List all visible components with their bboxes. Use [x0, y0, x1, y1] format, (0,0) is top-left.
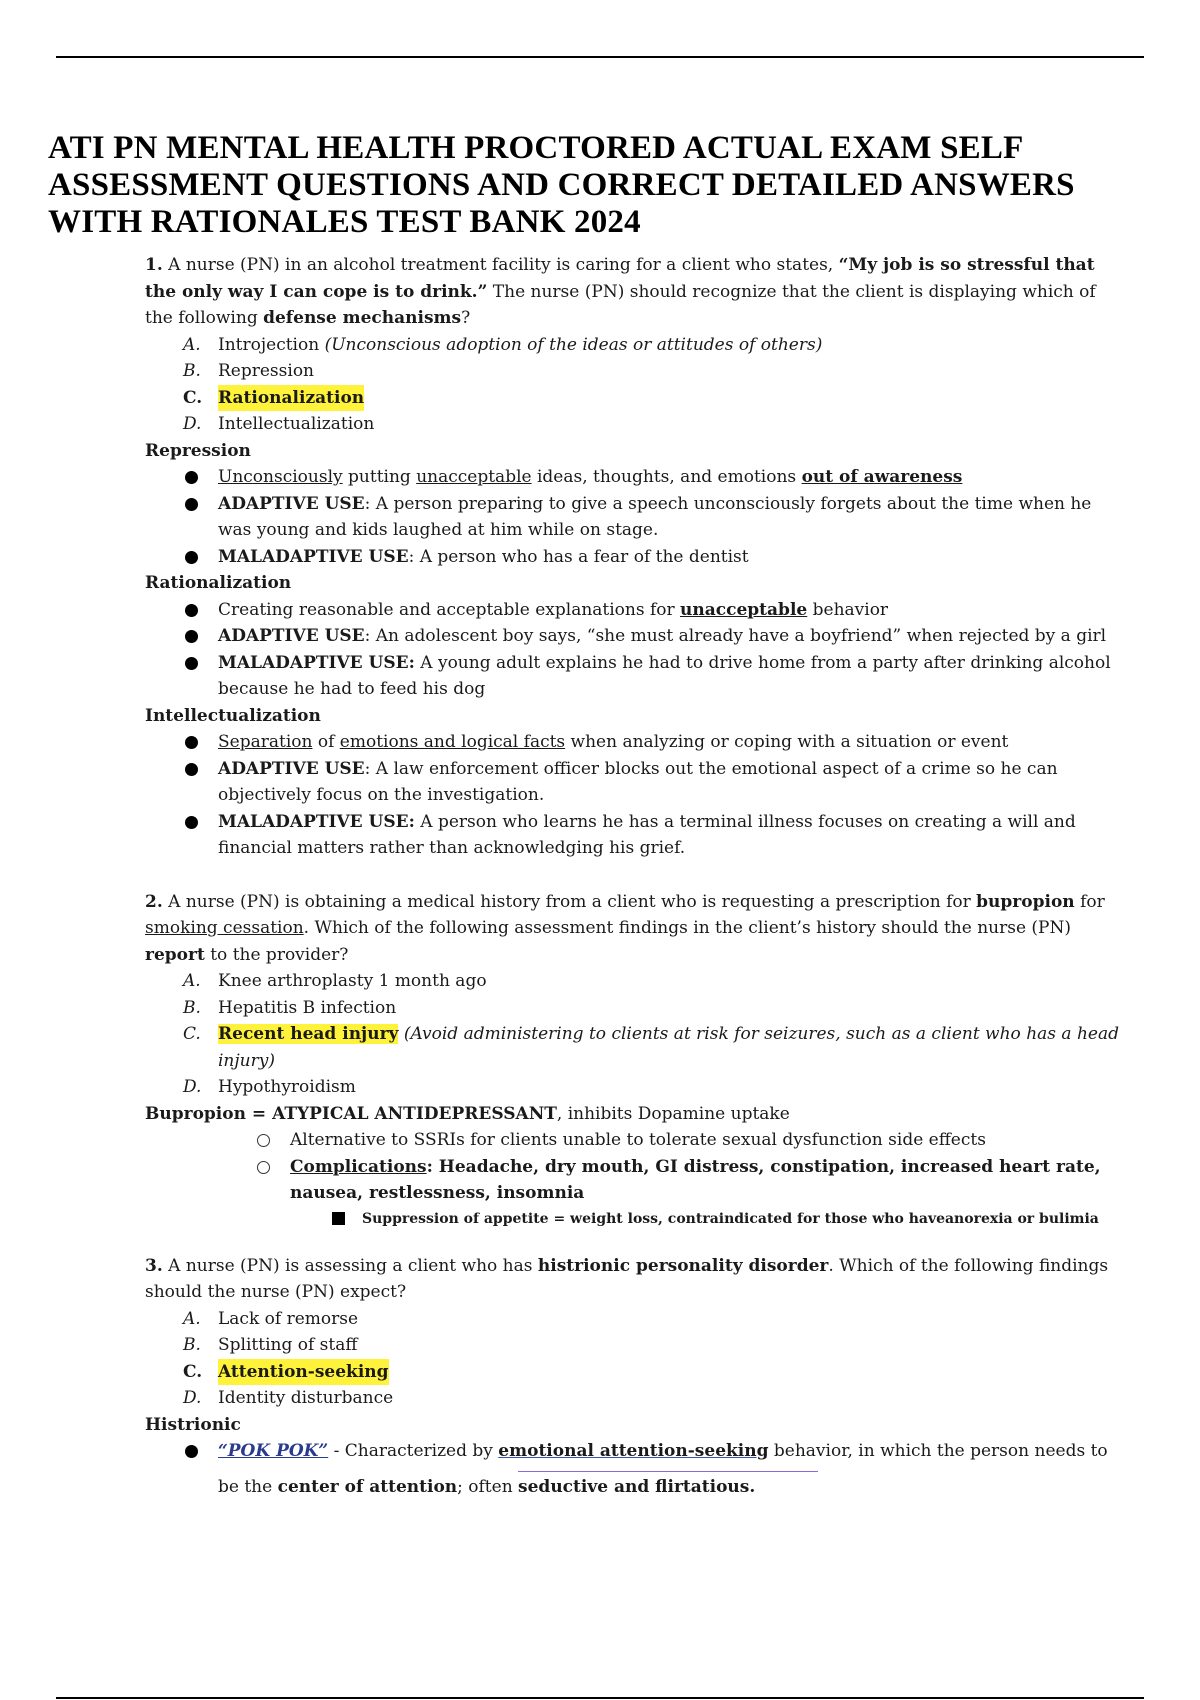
bullet: Separation of emotions and logical facts when analyzing or coping with a situation or event: [145, 729, 1125, 756]
circle-bullet-icon: [255, 1154, 290, 1207]
q3-option-b: B. Splitting of staff: [183, 1335, 358, 1355]
q1-option-c-correct: C. Rationalization: [145, 385, 1125, 412]
bullet-icon: [183, 650, 218, 703]
circle-bullet-icon: [255, 1127, 290, 1154]
q1-option-d: D. Intellectualization: [183, 414, 375, 434]
bullet-icon: [183, 464, 218, 491]
question-3-stem: 3. A nurse (PN) is assessing a client who has histrionic personality disorder. Which of the following findings should the nurse (PN) expect?: [145, 1255, 1109, 1302]
bullet-icon: [183, 1438, 218, 1500]
q3-option-c-correct: C. Attention-seeking: [145, 1359, 1125, 1386]
q2-option-b: B. Hepatitis B infection: [183, 997, 397, 1018]
square-bullet-icon: [330, 1207, 362, 1231]
section-heading-histrionic: Histrionic: [145, 1414, 241, 1435]
bullet-icon: [183, 597, 218, 624]
bullet-icon: [183, 623, 218, 650]
bullet: Creating reasonable and acceptable explanations for unacceptable behavior: [145, 597, 1125, 624]
section-heading-intellectualization: Intellectualization: [145, 705, 321, 726]
q1-option-a: A. Introjection (Unconscious adoption of the ideas or attitudes of others): [183, 334, 823, 355]
bullet: Alternative to SSRIs for clients unable to tolerate sexual dysfunction side effects: [145, 1127, 1125, 1154]
question-2-stem: 2. A nurse (PN) is obtaining a medical history from a client who is requesting a prescription for bupropion for smoking cessation. Which of the following assessment findings in the client’s history should the nurse (PN) report to the provider?: [145, 891, 1105, 965]
bullet: ADAPTIVE USE: A person preparing to give a speech unconsciously forgets about the time when he was young and kids laughed at him while on stage.: [145, 491, 1125, 544]
bullet: ADAPTIVE USE: An adolescent boy says, “she must already have a boyfriend” when rejected by a girl: [145, 623, 1125, 650]
bullet-icon: [183, 729, 218, 756]
top-rule: [56, 56, 1144, 58]
bottom-rule: [56, 1697, 1144, 1699]
q2-option-d: D. Hypothyroidism: [183, 1077, 356, 1097]
section-heading-repression: Repression: [145, 440, 251, 461]
bullet-icon: [183, 809, 218, 862]
bullet: MALADAPTIVE USE: A person who learns he has a terminal illness focuses on creating a will and financial matters rather than acknowledging his grief.: [145, 809, 1125, 862]
annotation-line: [518, 1471, 818, 1472]
q2-option-c-correct: C. Recent head injury (Avoid administering to clients at risk for seizures, such as a client who has a head injury): [183, 1024, 1119, 1071]
bullet: ADAPTIVE USE: A law enforcement officer blocks out the emotional aspect of a crime so he can objectively focus on the investigation.: [145, 756, 1125, 809]
q1-option-b: B. Repression: [183, 361, 314, 381]
bullet: MALADAPTIVE USE: A young adult explains he had to drive home from a party after drinking alcohol because he had to feed his dog: [145, 650, 1125, 703]
bullet: MALADAPTIVE USE: A person who has a fear of the dentist: [145, 544, 1125, 571]
bullet-icon: [183, 491, 218, 544]
bullet: “POK POK” - Characterized by emotional attention-seeking behavior, in which the person needs to be the center of attention; often seductive and flirtatious.: [145, 1438, 1125, 1500]
q3-option-d: D. Identity disturbance: [183, 1388, 394, 1408]
q3-option-a: A. Lack of remorse: [183, 1308, 359, 1329]
q2-option-a: A. Knee arthroplasty 1 month ago: [183, 971, 487, 991]
section-heading-rationalization: Rationalization: [145, 573, 292, 593]
bullet: Complications: Headache, dry mouth, GI distress, constipation, increased heart rate, nausea, restlessness, insomnia: [145, 1154, 1125, 1207]
bullet-icon: [183, 756, 218, 809]
bullet: Suppression of appetite = weight loss, contraindicated for those who haveanorexia or bulimia: [145, 1207, 1125, 1231]
question-1-stem: 1. A nurse (PN) in an alcohol treatment facility is caring for a client who states, “My job is so stressful that the only way I can cope is to drink.” The nurse (PN) should recognize that the client is displaying which of the following defense mechanisms?: [145, 255, 1096, 328]
document-body: [145, 252, 1125, 1500]
document-title: ATI PN MENTAL HEALTH PROCTORED ACTUAL EXAM SELF ASSESSMENT QUESTIONS AND CORRECT DETAILED ANSWERS WITH RATIONALES TEST BANK 2024: [48, 130, 1075, 240]
bupropion-summary: Bupropion = ATYPICAL ANTIDEPRESSANT, inhibits Dopamine uptake: [145, 1103, 790, 1124]
bullet-icon: [183, 544, 218, 571]
bullet: Unconsciously putting unacceptable ideas, thoughts, and emotions out of awareness: [145, 464, 1125, 491]
